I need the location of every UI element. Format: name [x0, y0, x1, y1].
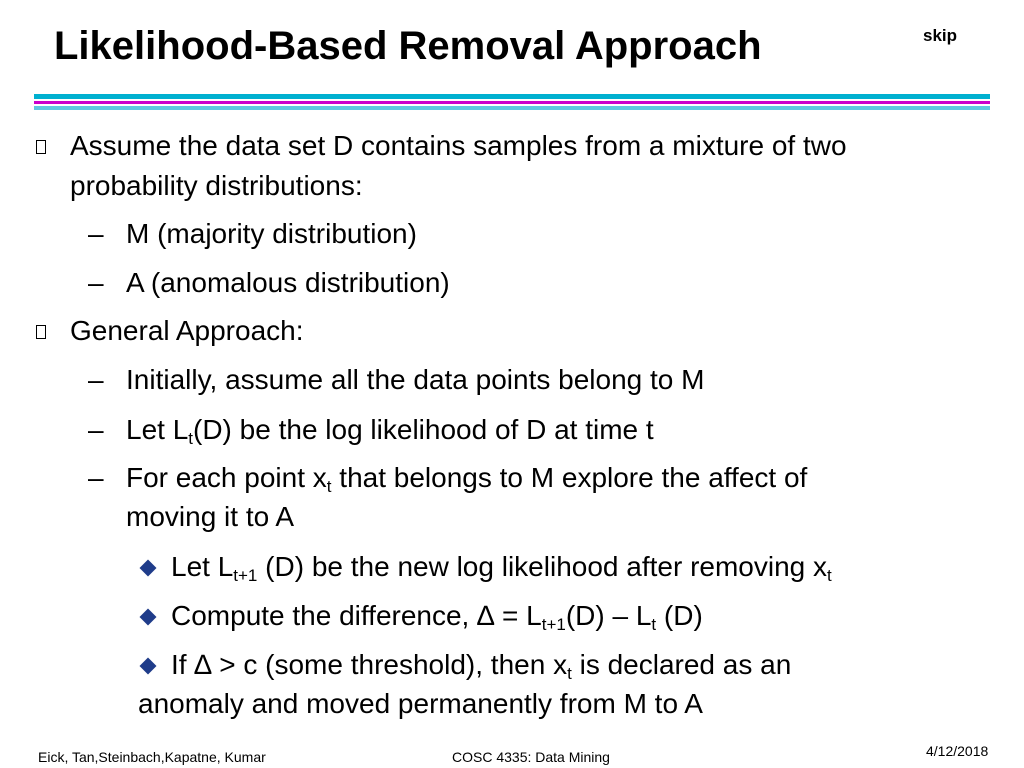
dash-icon: –: [88, 364, 104, 395]
sub-bullet-each-point-line-2: moving it to A: [126, 501, 295, 532]
sub-bullet-majority: M (majority distribution): [126, 218, 417, 249]
footer-authors: Eick, Tan,Steinbach,Kapatne, Kumar: [38, 749, 266, 765]
bullet-square-icon: [36, 140, 46, 154]
dash-icon: –: [88, 267, 104, 298]
dash-icon: –: [88, 414, 104, 445]
diamond-bullet-icon: [140, 560, 157, 577]
bullet-1-line-2: probability distributions:: [70, 170, 363, 201]
sub-bullet-initially: Initially, assume all the data points belong to M: [126, 364, 705, 395]
diamond-bullet-icon: [140, 609, 157, 626]
l3-threshold-line-2: anomaly and moved permanently from M to A: [138, 688, 703, 719]
l3-compute-difference: Compute the difference, ∆ = $L_{t+1}(D) - L_t$ (D): [171, 600, 703, 634]
footer-date: 4/12/2018: [926, 743, 989, 759]
bullet-1-line-1: Assume the data set D contains samples from a mixture of two: [70, 130, 847, 161]
bullet-2-text: General Approach:: [70, 315, 304, 346]
footer-course: COSC 4335: Data Mining: [452, 749, 610, 765]
sub-bullet-anomalous: A (anomalous distribution): [126, 267, 450, 298]
sub-bullet-each-point: For each point $x_t$ that belongs to M explore the affect of: [126, 462, 808, 496]
dash-icon: –: [88, 218, 104, 249]
slide-title: Likelihood-Based Removal Approach: [54, 24, 762, 68]
l3-new-log-likelihood: Let $L_{t+1}$ (D) be the new log likelihood after removing $x_t$: [171, 551, 832, 585]
l3-threshold: If ∆ > c (some threshold), then $x_t$ is declared as an: [171, 649, 792, 683]
diamond-bullet-icon: [140, 658, 157, 675]
sub-bullet-log-likelihood: Let $L_t(D)$ be the log likelihood of D at time t: [126, 414, 654, 448]
dash-icon: –: [88, 462, 104, 493]
skip-label: skip: [923, 26, 958, 45]
bullet-square-icon: [36, 325, 46, 339]
